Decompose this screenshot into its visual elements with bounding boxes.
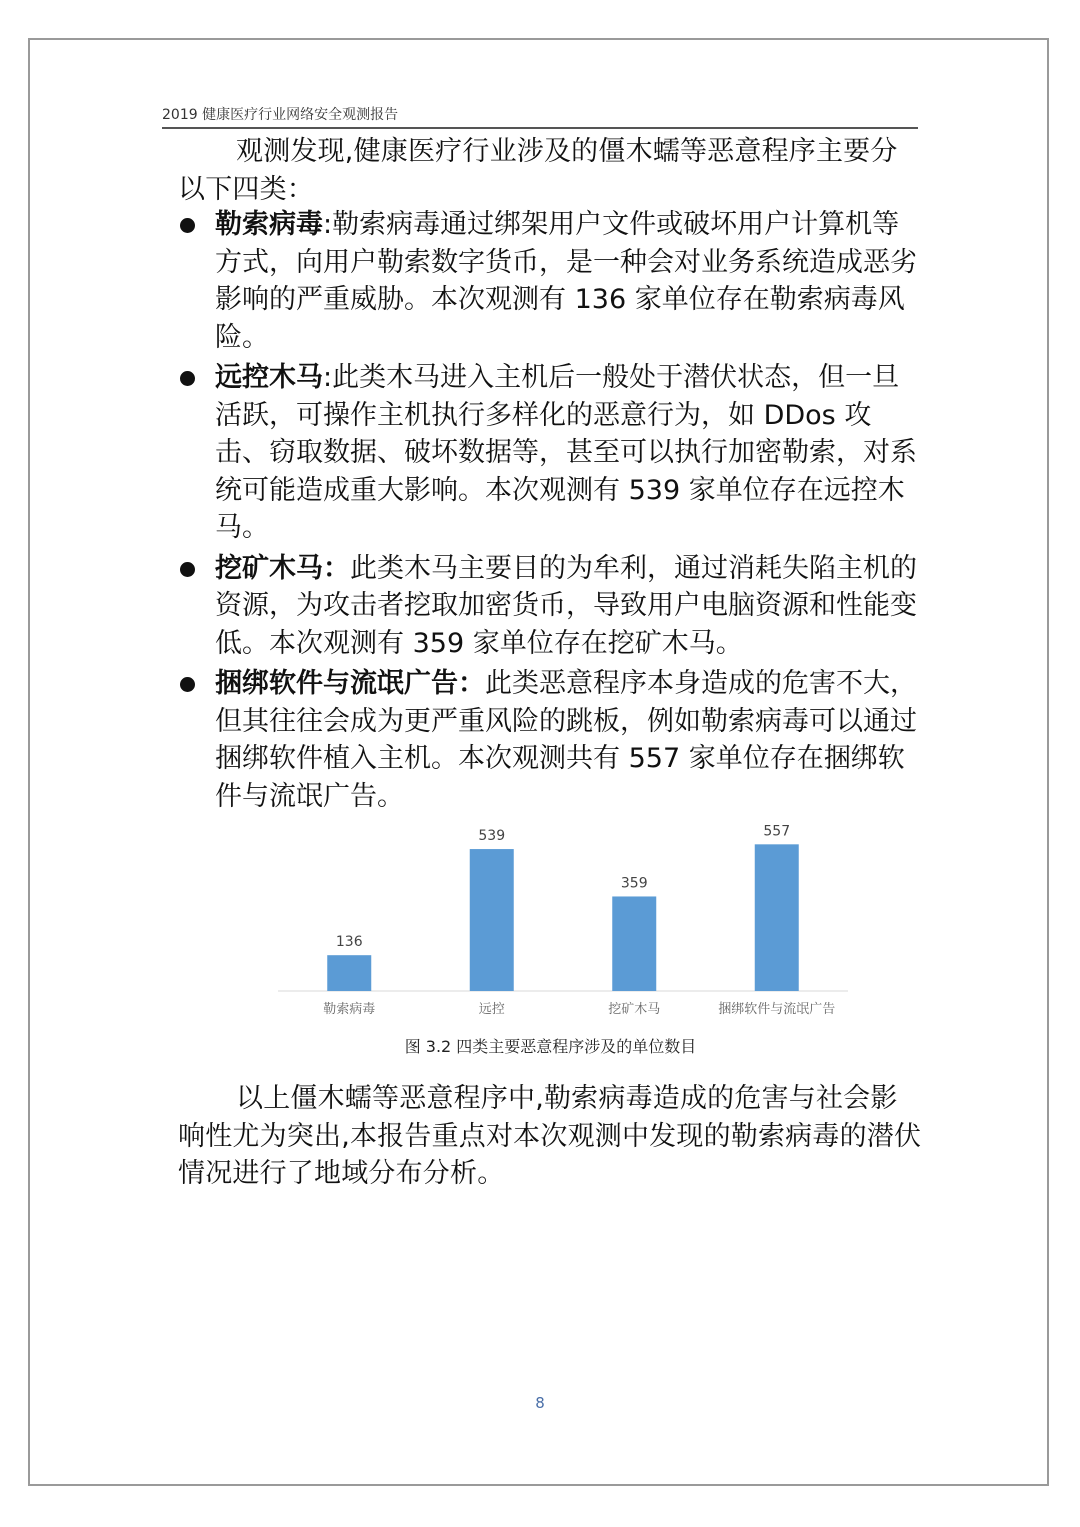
data-label: 359 <box>620 875 648 892</box>
intro-text: 观测发现,健康医疗行业涉及的僵木蠕等恶意程序主要分以下四类： <box>178 136 898 205</box>
closing-paragraph <box>178 1080 923 1193</box>
x-tick-label: 挖矿木马 <box>608 1002 661 1017</box>
bullet-term: 勒索病毒 <box>215 209 323 240</box>
bar-1 <box>327 955 371 991</box>
bullet-text: 此类恶意程序本身造成的危害不大，但其往往会成为更严重风险的跳板，例如勒索病毒可以通过捆绑软件植入主机。本次观测共有 557 家单位存在捆绑软件与流氓广告。 <box>215 668 917 812</box>
data-label: 136 <box>335 934 363 951</box>
list-item <box>178 359 923 547</box>
bar-chart <box>270 808 870 1023</box>
bullet-text: 此类木马主要目的为牟利，通过消耗失陷主机的资源，为攻击者挖取加密货币，导致用户电脑资源和性能变低。本次观测有 359 家单位存在挖矿木马。 <box>215 552 917 659</box>
bullet-separator: ： <box>458 668 485 699</box>
page-number: 8 <box>535 1394 545 1412</box>
bullet-separator: ： <box>323 552 350 584</box>
bar-4 <box>755 844 799 991</box>
bar-3 <box>612 896 656 991</box>
bullet-term: 捆绑软件与流氓广告 <box>215 668 458 699</box>
x-tick-label: 勒索病毒 <box>323 1002 376 1017</box>
figure-caption: 图 3.2 四类主要恶意程序涉及的单位数目 <box>404 1037 697 1056</box>
bullet-icon <box>180 677 195 692</box>
list-item <box>178 206 923 356</box>
running-header: 2019 健康医疗行业网络安全观测报告 <box>162 106 918 129</box>
bullet-separator: : <box>323 362 333 393</box>
list-item <box>178 665 923 815</box>
bullet-text: 此类木马进入主机后一般处于潜伏状态，但一旦活跃，可操作主机执行多样化的恶意行为，如 DDos 攻击、窃取数据、破坏数据等，甚至可以执行加密勒索，对系统可能造成重大影响。本次观测有 539 家单位存在远控木马。 <box>215 362 917 543</box>
bar-chart-svg <box>270 808 870 1023</box>
bullet-icon <box>180 371 195 386</box>
closing-text: 以上僵木蠕等恶意程序中,勒索病毒造成的危害与社会影响性尤为突出,本报告重点对本次观测中发现的勒索病毒的潜伏情况进行了地域分布分析。 <box>178 1083 922 1189</box>
bullet-icon <box>180 562 195 577</box>
bar-2 <box>470 849 514 991</box>
malware-type-list <box>178 206 923 818</box>
bullet-icon <box>180 218 195 233</box>
bullet-text: 勒索病毒通过绑架用户文件或破坏用户计算机等方式，向用户勒索数字货币，是一种会对业务系统造成恶劣影响的严重威胁。本次观测有 136 家单位存在勒索病毒风险。 <box>215 209 917 353</box>
x-tick-label: 远控 <box>478 1002 505 1017</box>
intro-paragraph <box>178 133 923 208</box>
x-tick-label: 捆绑软件与流氓广告 <box>718 1002 836 1017</box>
bullet-term: 远控木马 <box>215 362 323 393</box>
list-item <box>178 550 923 663</box>
data-label: 557 <box>763 823 791 840</box>
bullet-separator: : <box>323 209 333 240</box>
bullet-term: 挖矿木马 <box>215 552 323 584</box>
data-label: 539 <box>478 828 506 845</box>
